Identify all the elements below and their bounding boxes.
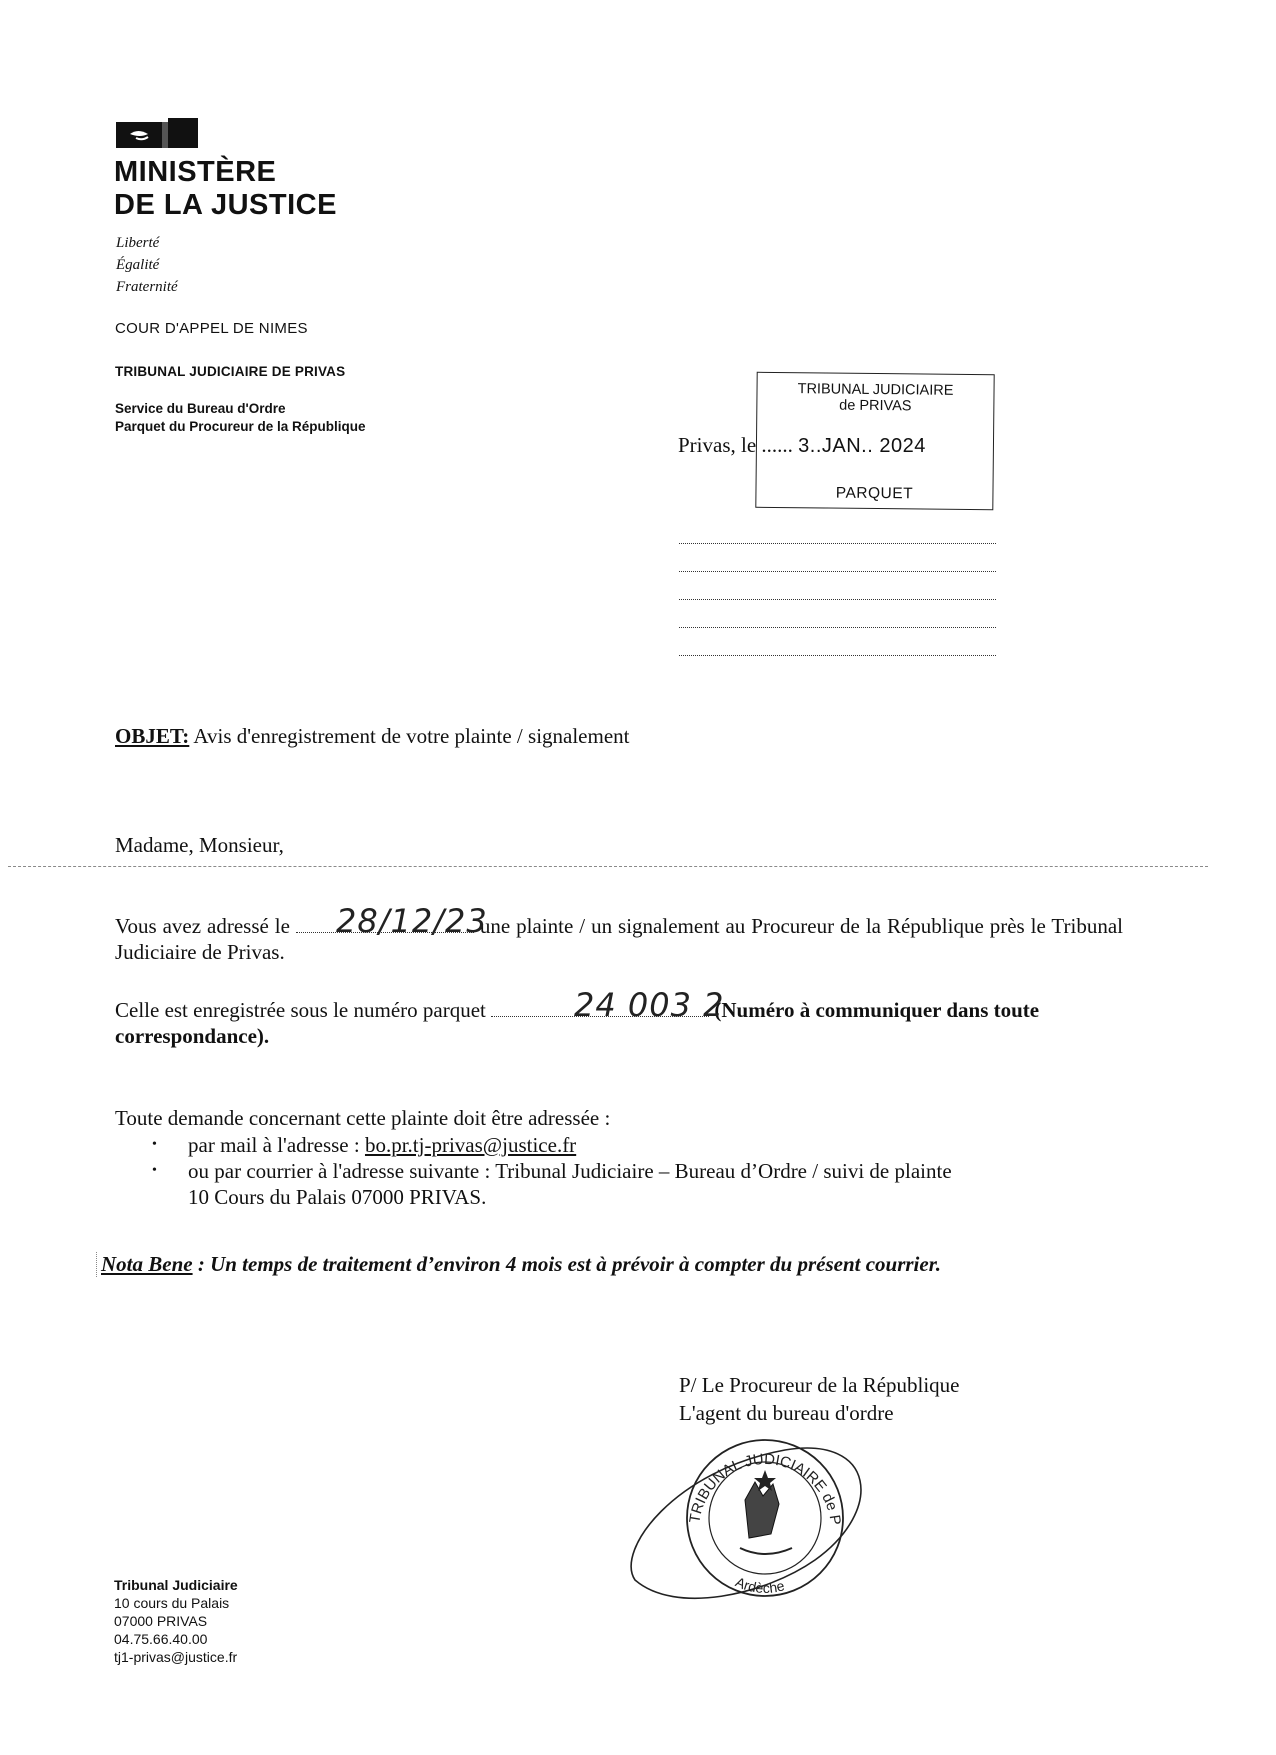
nota-label: Nota Bene bbox=[101, 1252, 193, 1276]
nota-bene bbox=[96, 1252, 941, 1277]
paragraph-requests: Toute demande concernant cette plainte doit être adressée : bbox=[115, 1106, 611, 1130]
p2-bold: (Numéro à communiquer dans toute correspondance). bbox=[115, 998, 1040, 1048]
ministry-logo bbox=[116, 118, 216, 150]
stamp-bottom: PARQUET bbox=[835, 484, 914, 503]
service-block bbox=[115, 400, 366, 436]
bullet2-line1: ou par courrier à l'adresse suivante : Tribunal Judiciaire – Bureau d’Ordre / suivi de plainte bbox=[188, 1159, 952, 1183]
service-line-1: Service du Bureau d'Ordre bbox=[115, 401, 286, 416]
ministry-line-1: MINISTÈRE bbox=[114, 156, 277, 188]
signature-line-2: L'agent du bureau d'ordre bbox=[679, 1401, 894, 1425]
motto-egalite: Égalité bbox=[116, 257, 160, 273]
signature-line-1: P/ Le Procureur de la République bbox=[679, 1373, 960, 1397]
list-item bbox=[152, 1158, 952, 1210]
ministry-name bbox=[114, 156, 337, 222]
bullet-icon: • bbox=[152, 1163, 157, 1178]
footer-email[interactable]: tj1-privas@justice.fr bbox=[114, 1649, 238, 1665]
address-line bbox=[679, 628, 996, 656]
ministry-line-2: DE LA JUSTICE bbox=[114, 189, 337, 221]
marianne-logo-icon bbox=[116, 118, 216, 150]
footer-contact bbox=[114, 1576, 238, 1666]
stamp-line-2: de PRIVAS bbox=[839, 397, 912, 415]
place-prefix: Privas, le bbox=[678, 433, 757, 457]
date-leader: ...... bbox=[761, 433, 793, 457]
bullet-icon: • bbox=[152, 1137, 157, 1152]
bullet1-prefix: par mail à l'adresse : bbox=[188, 1133, 360, 1157]
court-of-appeal: COUR D'APPEL DE NIMES bbox=[115, 320, 308, 337]
recipient-address-lines bbox=[679, 516, 996, 656]
service-line-2: Parquet du Procureur de la République bbox=[115, 419, 366, 434]
p1-before: Vous avez adressé le bbox=[115, 914, 290, 938]
motto-fraternite: Fraternité bbox=[116, 279, 178, 295]
handwritten-parquet-number: 24 003 2 bbox=[574, 986, 725, 1024]
seal-icon bbox=[615, 1430, 905, 1610]
p2-before: Celle est enregistrée sous le numéro parquet bbox=[115, 998, 486, 1022]
address-line bbox=[679, 600, 996, 628]
place-and-date bbox=[678, 433, 926, 458]
handwritten-date: 28/12/23 bbox=[336, 902, 488, 940]
tribunal-seal bbox=[615, 1430, 905, 1610]
bullet2-line2: 10 Cours du Palais 07000 PRIVAS. bbox=[188, 1185, 487, 1209]
scan-artifact-line bbox=[8, 866, 1208, 867]
address-line bbox=[679, 516, 996, 544]
contact-list bbox=[152, 1132, 952, 1210]
list-item bbox=[152, 1132, 952, 1158]
email-link[interactable]: bo.pr.tj-privas@justice.fr bbox=[364, 1133, 577, 1157]
stamp-line-1: TRIBUNAL JUDICIAIRE bbox=[797, 381, 954, 399]
footer-address-1: 10 cours du Palais bbox=[114, 1595, 230, 1611]
p1-after: une plainte / un signalement au Procureur de la République près le Tribunal Judiciaire de Privas. bbox=[115, 914, 1123, 964]
address-line bbox=[679, 544, 996, 572]
footer-address-2: 07000 PRIVAS bbox=[114, 1613, 208, 1629]
seal-text-bottom: Ardèche bbox=[733, 1573, 787, 1596]
seal-text-top: TRIBUNAL JUDICIAIRE de P bbox=[686, 1450, 844, 1527]
object-label: OBJET: bbox=[115, 724, 190, 748]
object-text: Avis d'enregistrement de votre plainte / signalement bbox=[193, 724, 630, 748]
paragraph-complaint bbox=[115, 913, 1123, 965]
salutation: Madame, Monsieur, bbox=[115, 833, 284, 857]
motto bbox=[116, 232, 178, 298]
footer-phone: 04.75.66.40.00 bbox=[114, 1631, 208, 1647]
stamped-date: 3..JAN.. 2024 bbox=[798, 435, 926, 457]
footer-title: Tribunal Judiciaire bbox=[114, 1577, 238, 1593]
signature-block bbox=[679, 1371, 960, 1427]
object-line bbox=[115, 724, 630, 749]
nota-text: : Un temps de traitement d’environ 4 mois est à prévoir à compter du présent courrier. bbox=[197, 1252, 941, 1276]
address-line bbox=[679, 572, 996, 600]
motto-liberte: Liberté bbox=[116, 235, 160, 251]
tribunal-name: TRIBUNAL JUDICIAIRE DE PRIVAS bbox=[115, 364, 346, 379]
